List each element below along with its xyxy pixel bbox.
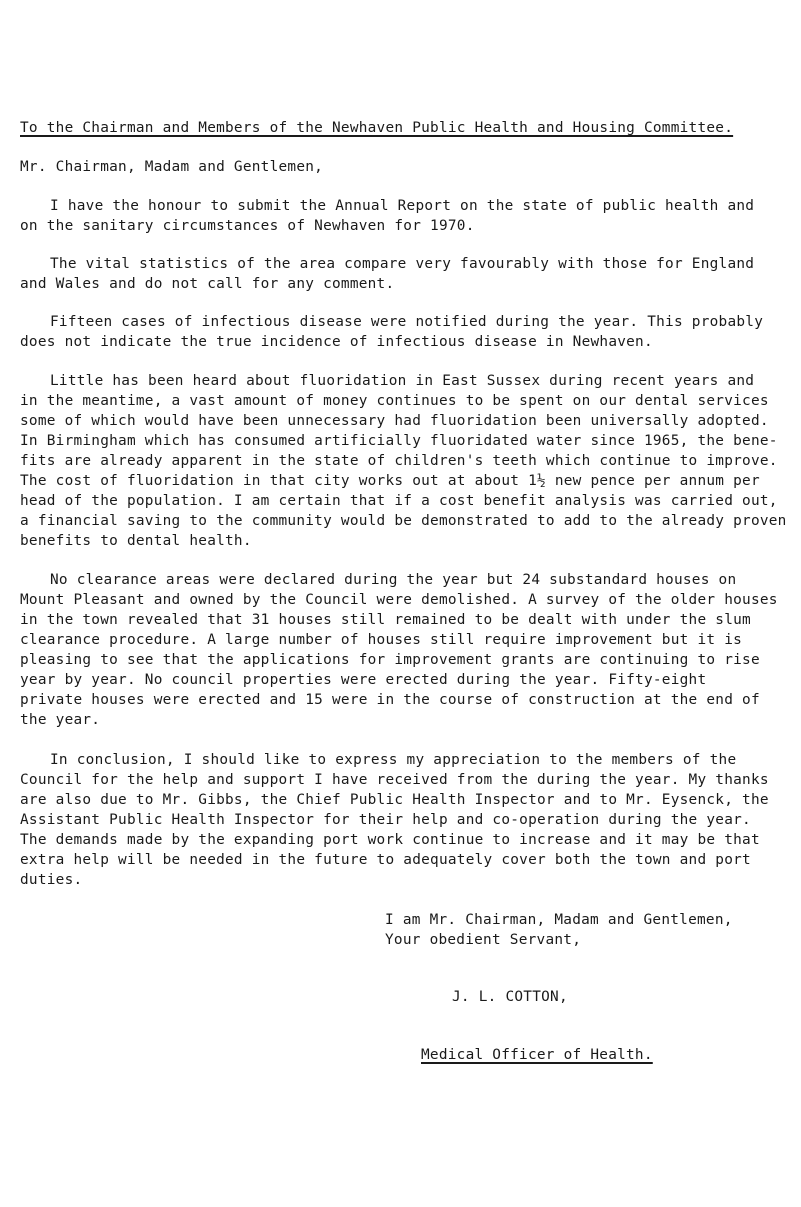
paragraph-4-line-5: fits are already apparent in the state of children's teeth which continue to improve. [20,453,778,469]
paragraph-6-line-2: Council for the help and support I have received from the during the year. My thanks [20,772,769,788]
closing-line-2: Your obedient Servant, [385,932,582,948]
paragraph-5-line-1: No clearance areas were declared during the year but 24 substandard houses on [50,572,737,588]
paragraph-1-line-1: I have the honour to submit the Annual Report on the state of public health and [50,198,755,214]
paragraph-4-line-7: head of the population. I am certain that if a cost benefit analysis was carried out, [20,493,778,509]
paragraph-2-line-1: The vital statistics of the area compare very favourably with those for England [50,256,755,272]
paragraph-6-line-3: are also due to Mr. Gibbs, the Chief Public Health Inspector and to Mr. Eysenck, the [20,792,769,808]
paragraph-4-line-3: some of which would have been unnecessary had fluoridation been universally adopted. [20,413,769,429]
paragraph-5-line-7: private houses were erected and 15 were in the course of construction at the end of [20,692,760,708]
paragraph-3-line-2: does not indicate the true incidence of infectious disease in Newhaven. [20,334,653,350]
paragraph-4-line-9: benefits to dental health. [20,533,252,549]
paragraph-6-line-4: Assistant Public Health Inspector for their help and co-operation during the year. [20,812,751,828]
signature-name: J. L. COTTON, [452,989,568,1005]
paragraph-6-line-5: The demands made by the expanding port work continue to increase and it may be that [20,832,760,848]
paragraph-5-line-8: the year. [20,712,101,728]
paragraph-2-line-2: and Wales and do not call for any comment. [20,276,395,292]
paragraph-6-line-6: extra help will be needed in the future to adequately cover both the town and port [20,852,751,868]
document-heading: To the Chairman and Members of the Newhaven Public Health and Housing Committee. [20,120,734,136]
paragraph-4-line-4: In Birmingham which has consumed artificially fluoridated water since 1965, the bene- [20,433,778,449]
paragraph-4-line-6: The cost of fluoridation in that city works out at about 1½ new pence per annum per [20,473,760,489]
paragraph-4-line-8: a financial saving to the community would be demonstrated to add to the already proven [20,513,787,529]
paragraph-1-line-2: on the sanitary circumstances of Newhaven for 1970. [20,218,475,234]
paragraph-5-line-2: Mount Pleasant and owned by the Council were demolished. A survey of the older houses [20,592,778,608]
paragraph-5-line-4: clearance procedure. A large number of houses still require improvement but it is [20,632,743,648]
paragraph-4-line-1: Little has been heard about fluoridation in East Sussex during recent years and [50,373,755,389]
closing-line-1: I am Mr. Chairman, Madam and Gentlemen, [385,912,733,928]
paragraph-4-line-2: in the meantime, a vast amount of money continues to be spent on our dental services [20,393,769,409]
salutation: Mr. Chairman, Madam and Gentlemen, [20,159,324,175]
paragraph-6-line-1: In conclusion, I should like to express my appreciation to the members of the [50,752,737,768]
paragraph-3-line-1: Fifteen cases of infectious disease were notified during the year. This probably [50,314,764,330]
paragraph-6-line-7: duties. [20,872,83,888]
paragraph-5-line-3: in the town revealed that 31 houses still remained to be dealt with under the slum [20,612,751,628]
paragraph-5-line-5: pleasing to see that the applications for improvement grants are continuing to rise [20,652,760,668]
paragraph-5-line-6: year by year. No council properties were erected during the year. Fifty-eight [20,672,707,688]
signature-title: Medical Officer of Health. [421,1047,653,1063]
